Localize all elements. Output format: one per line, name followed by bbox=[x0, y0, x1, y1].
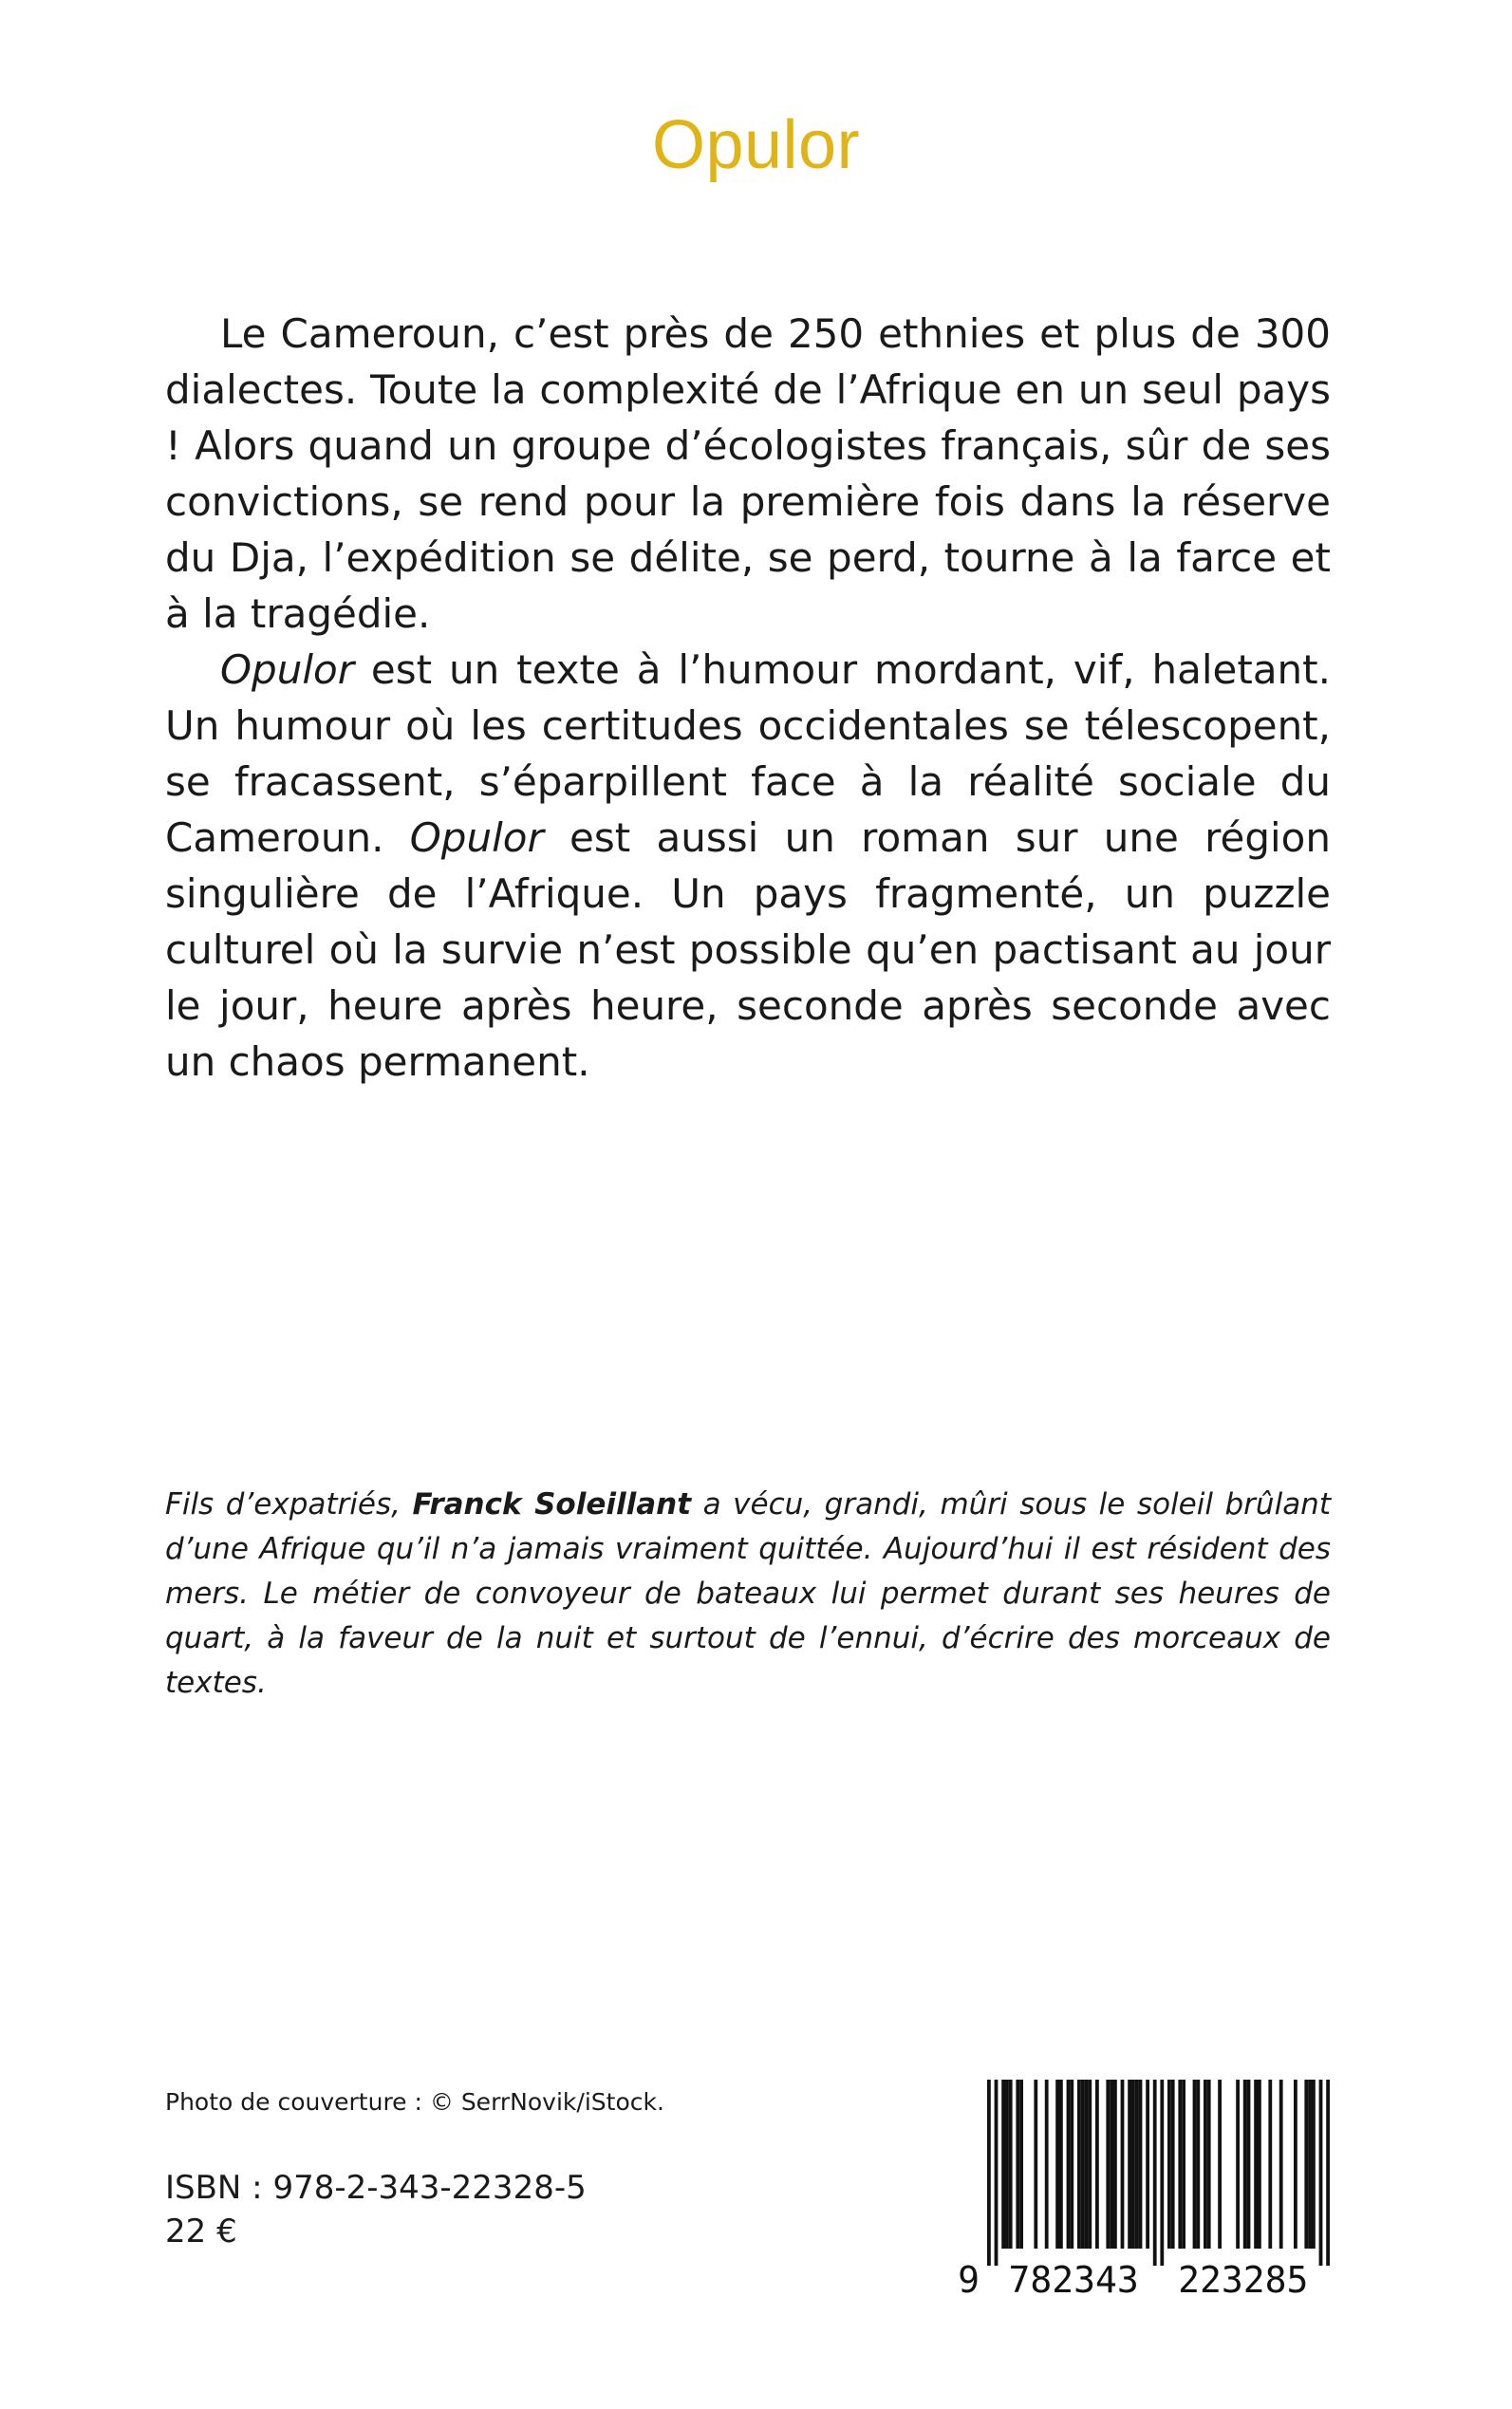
barcode-digits: 223285 bbox=[1178, 2259, 1309, 2300]
bio-intro: Fils d’expatriés, bbox=[165, 1487, 413, 1522]
blurb-title-italic: Opulor bbox=[409, 814, 544, 861]
photo-credit: Photo de couverture : © SerrNovik/iStock. bbox=[165, 2088, 664, 2116]
barcode-bar bbox=[1294, 2080, 1297, 2249]
barcode-bar bbox=[1059, 2080, 1063, 2249]
book-title: Opulor bbox=[651, 107, 861, 183]
barcode-bar bbox=[1268, 2080, 1272, 2249]
barcode-bar bbox=[987, 2080, 991, 2266]
barcode-bar bbox=[1146, 2080, 1149, 2249]
barcode-bar bbox=[1204, 2080, 1207, 2249]
price: 22 € bbox=[165, 2213, 237, 2250]
barcode-bar bbox=[1193, 2080, 1197, 2249]
barcode-bar bbox=[1153, 2080, 1157, 2266]
barcode-bar bbox=[1254, 2080, 1258, 2249]
barcode-bar bbox=[1131, 2080, 1135, 2249]
blurb-paragraph-1: Le Cameroun, c’est près de 250 ethnies et plus de 300 dialectes. Toute la complexité de l’Afrique en un seul pays ! Alors quand un groupe d’écologistes français, sûr de ses convictions, se rend pour la première fois dans la réserve du Dja, l’expédition se délite, se perd, tourne à la farce et à la tragédie. bbox=[165, 310, 1331, 637]
barcode-bar bbox=[1167, 2080, 1171, 2249]
barcode-bar bbox=[1319, 2080, 1323, 2266]
barcode-bar bbox=[1279, 2080, 1283, 2249]
barcode-bar bbox=[1121, 2080, 1125, 2249]
barcode-bar bbox=[1308, 2080, 1312, 2249]
barcode-bar bbox=[1009, 2080, 1013, 2249]
book-blurb bbox=[165, 306, 1331, 1090]
barcode-bar bbox=[1045, 2080, 1049, 2249]
barcode-bar bbox=[1312, 2080, 1316, 2249]
blurb-title-italic: Opulor bbox=[220, 646, 354, 693]
barcode-bar bbox=[1218, 2080, 1222, 2249]
barcode-bar bbox=[1095, 2080, 1099, 2249]
blurb-text: est un texte à l’humour mordant, vif, haletant. Un humour où les certitudes occidentales se télescopent, se fracassent, s’éparpillent face à la réalité sociale du Cameroun. bbox=[165, 646, 1331, 861]
isbn-block bbox=[165, 2166, 587, 2253]
barcode-bar bbox=[995, 2080, 999, 2266]
barcode-bar bbox=[1034, 2080, 1037, 2249]
barcode-bar bbox=[1005, 2080, 1009, 2249]
barcode bbox=[955, 2072, 1331, 2300]
barcode-digits: 782343 bbox=[1008, 2259, 1139, 2300]
barcode-bar bbox=[1055, 2080, 1059, 2249]
barcode-bar bbox=[1016, 2080, 1019, 2249]
barcode-bar bbox=[1067, 2080, 1071, 2249]
barcode-bar bbox=[1128, 2080, 1131, 2249]
barcode-bar bbox=[1110, 2080, 1113, 2249]
blurb-paragraph-2 bbox=[165, 642, 1331, 1090]
barcode-bar bbox=[1258, 2080, 1261, 2249]
barcode-bar bbox=[1001, 2080, 1005, 2249]
barcode-graphic bbox=[955, 2072, 1331, 2300]
author-name: Franck Soleillant bbox=[412, 1487, 692, 1522]
barcode-bar bbox=[1178, 2080, 1182, 2249]
barcode-bar bbox=[1243, 2080, 1247, 2249]
barcode-digits: 9 bbox=[958, 2259, 980, 2300]
barcode-bar bbox=[1019, 2080, 1023, 2249]
author-bio bbox=[165, 1483, 1331, 1706]
barcode-bar bbox=[1304, 2080, 1308, 2249]
isbn-number: ISBN : 978-2-343-22328-5 bbox=[165, 2169, 587, 2207]
barcode-bar bbox=[1182, 2080, 1185, 2249]
barcode-bar bbox=[1070, 2080, 1073, 2249]
barcode-bar bbox=[1113, 2080, 1117, 2249]
barcode-bar bbox=[1077, 2080, 1081, 2249]
barcode-bar bbox=[1085, 2080, 1089, 2249]
bio-text: a vécu, grandi, mûri sous le soleil brûlant d’une Afrique qu’il n’a jamais vraiment quittée. Aujourd’hui il est résident des mers. Le métier de convoyeur de bateaux lui permet durant ses heures de quart, à la faveur de la nuit et surtout de l’ennui, d’écrire des morceaux de textes. bbox=[165, 1487, 1331, 1700]
barcode-bar bbox=[1326, 2080, 1330, 2266]
barcode-bar bbox=[1081, 2080, 1085, 2249]
barcode-bar bbox=[1207, 2080, 1211, 2249]
barcode-bar bbox=[1171, 2080, 1175, 2249]
barcode-bar bbox=[1196, 2080, 1200, 2249]
barcode-bar bbox=[1236, 2080, 1240, 2249]
barcode-bar bbox=[1088, 2080, 1092, 2249]
barcode-bar bbox=[1160, 2080, 1164, 2266]
barcode-bar bbox=[1106, 2080, 1110, 2249]
barcode-bar bbox=[1139, 2080, 1143, 2249]
blurb-text: est aussi un roman sur une région singulière de l’Afrique. Un pays fragmenté, un puzzle culturel où la survie n’est possible qu’en pactisant au jour le jour, heure après heure, seconde après seconde avec un chaos permanent. bbox=[165, 814, 1331, 1085]
barcode-bar bbox=[1135, 2080, 1139, 2249]
barcode-bar bbox=[1247, 2080, 1251, 2249]
